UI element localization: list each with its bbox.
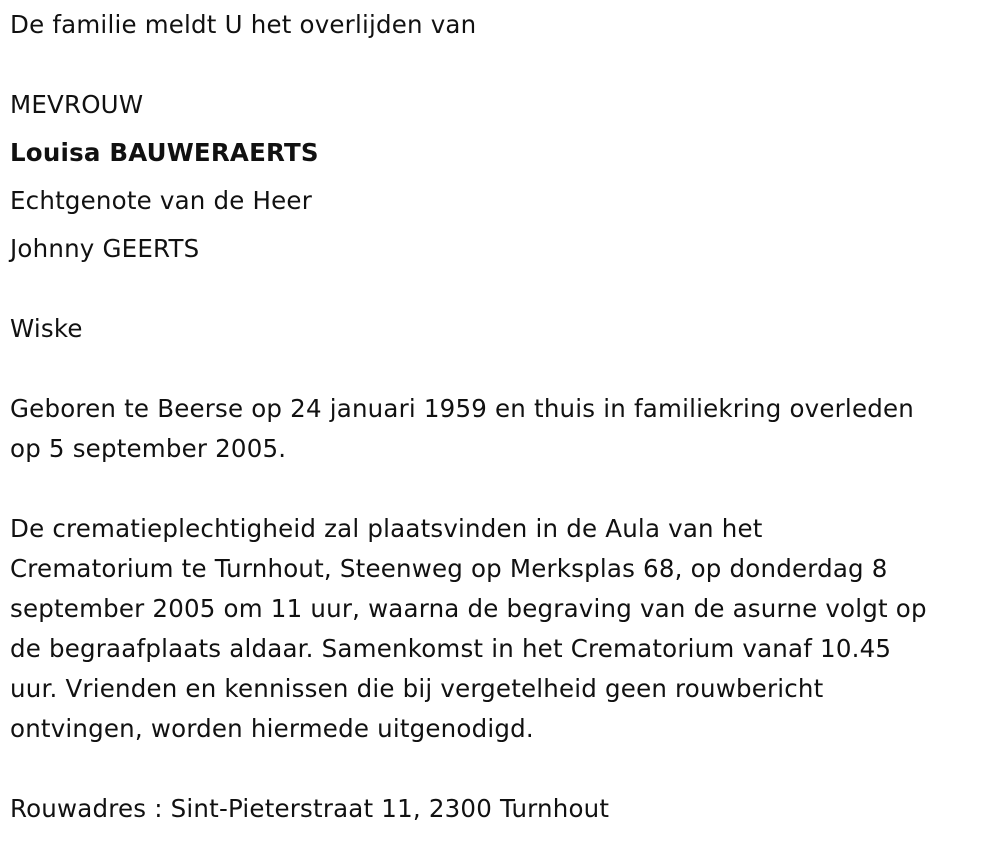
intro-text: De familie meldt U het overlijden van [10,10,477,39]
ceremony-line-6: ontvingen, worden hiermede uitgenodigd. [10,714,534,743]
ceremony-line-5: uur. Vrienden en kennissen die bij vergetelheid geen rouwbericht [10,674,824,703]
spouse-name: Johnny GEERTS [10,234,200,263]
ceremony-line-4: de begraafplaats aldaar. Samenkomst in het Crematorium vanaf 10.45 [10,634,892,663]
ceremony-line-2: Crematorium te Turnhout, Steenweg op Merksplas 68, op donderdag 8 [10,554,888,583]
mourning-address: Rouwadres : Sint-Pieterstraat 11, 2300 Turnhout [10,794,610,823]
deceased-name: Louisa BAUWERAERTS [10,138,319,167]
nickname: Wiske [10,314,83,343]
honorific: MEVROUW [10,90,144,119]
birth-death-line-1: Geboren te Beerse op 24 januari 1959 en thuis in familiekring overleden [10,394,914,423]
ceremony-line-1: De crematieplechtigheid zal plaatsvinden in de Aula van het [10,514,763,543]
relation-text: Echtgenote van de Heer [10,186,312,215]
ceremony-line-3: september 2005 om 11 uur, waarna de begraving van de asurne volgt op [10,594,927,623]
birth-death-line-2: op 5 september 2005. [10,434,287,463]
